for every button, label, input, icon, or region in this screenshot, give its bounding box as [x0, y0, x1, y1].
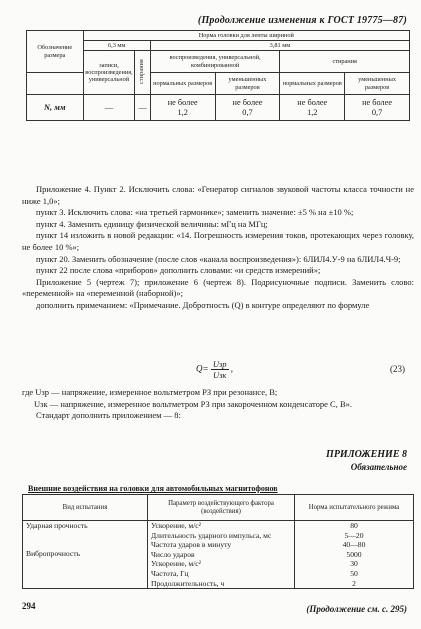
t2-param: Ускорение, м/с² — [148, 559, 295, 569]
t2-type-shock: Ударная прочность — [23, 521, 148, 569]
cell-dash-2: — — [135, 95, 150, 121]
t2-value: 30 — [295, 559, 414, 569]
t2-value: 50 — [295, 569, 414, 579]
t2-value: 2 — [295, 579, 414, 589]
formula-explanation — [22, 387, 414, 422]
cell-v3: не более 1,2 — [280, 95, 345, 121]
para-6: пункт 22 после слова «приборов» дополнить словами: «и средств измерений»; — [36, 265, 321, 276]
para-8: дополнить примечанием: «Примечание. Добротность (Q) в контуре определяют по формуле — [36, 299, 370, 310]
appendix-subtitle: Обязательное — [350, 462, 407, 472]
t2-param: Продолжительность, ч — [148, 579, 295, 589]
para-2: пункт 3. Исключить слова: «на третьей гармонике»; заменить значение: ±5 % на ±10 %; — [36, 207, 354, 218]
t2-value: 5—20 — [295, 531, 414, 541]
col-rec-playback: записи, воспроизведения, универсальной — [83, 51, 135, 95]
playback-group: воспроизведения, универсальной, комбинированной — [150, 51, 280, 73]
reduced-sizes-1: уменьшенных размеров — [215, 73, 280, 95]
head-norm-table — [26, 30, 410, 121]
formula-number: (23) — [390, 364, 405, 374]
formula-lhs: Q= — [196, 363, 209, 374]
main-head: Норма головки для ленты шириной — [83, 31, 409, 41]
para-5: пункт 20. Заменить обозначение (после слов «канала воспроизведения»): 6ЛИЛ4.У-9 на 6ЛИЛ4.Ч-9; — [36, 253, 401, 264]
t2-head-type: Вид испытания — [23, 495, 148, 521]
t2-head-norm: Норма испытательного режима — [295, 495, 414, 521]
erase-group: стирания — [280, 51, 410, 73]
t2-value: 5000 — [295, 550, 414, 560]
appendix-title: ПРИЛОЖЕНИЕ 8 — [326, 449, 407, 460]
cell-dash-1: — — [83, 95, 135, 121]
width-381: 3,81 мм — [150, 41, 409, 51]
reduced-sizes-2: уменьшенных размеров — [345, 73, 410, 95]
width-63: 6,3 мм — [83, 41, 150, 51]
row-label-n: N, мм — [27, 95, 84, 121]
page-number: 294 — [22, 601, 36, 611]
formula — [196, 359, 233, 380]
para-7: Приложение 5 (чертеж 7); приложение 6 (чертеж 8). Подрисуночные подписи. Заменить слово: «переменной» на «переменной (наборной)»; — [22, 276, 414, 299]
t2-param: Длительность ударного импульса, мс — [148, 531, 295, 541]
t2-head-param: Параметр воздействующего фактора (воздействия) — [148, 495, 295, 521]
formula-denominator: Uзк — [212, 370, 227, 380]
where-1: где Uзр — напряжение, измеренное вольтметром РЗ при резонансе, В; — [22, 387, 278, 397]
col-designation: Обозначение размера — [27, 31, 84, 73]
col-erase-63: стирания — [135, 51, 150, 95]
table2-title: Внешние воздействия на головки для автомобильных магнитофонов — [28, 484, 278, 493]
continuation-note: (Продолжение см. с. 295) — [306, 604, 407, 614]
cell-v2: не более 0,7 — [215, 95, 280, 121]
t2-param: Частота, Гц — [148, 569, 295, 579]
para-9: Стандарт дополнить приложением — 8: — [36, 410, 181, 421]
formula-comma: , — [230, 363, 234, 374]
normal-sizes-1: нормальных размеров — [150, 73, 215, 95]
t2-value: 40—80 — [295, 540, 414, 550]
cell-v4: не более 0,7 — [345, 95, 410, 121]
designation-blank — [27, 73, 84, 95]
para-3: пункт 4. Заменить единицу физической величины: мГц на МГц; — [36, 218, 268, 229]
t2-param: Число ударов — [148, 550, 295, 560]
external-impact-table — [22, 494, 414, 589]
normal-sizes-2: нормальных размеров — [280, 73, 345, 95]
t2-value: 80 — [295, 521, 414, 531]
amendment-text — [22, 184, 414, 312]
para-1: Приложение 4. Пункт 2. Исключить слова: «Генератор сигналов звуковой частоты класса точности не ниже 1,0»; — [22, 184, 414, 206]
formula-fraction — [211, 359, 229, 380]
formula-numerator: Uзр — [212, 359, 227, 369]
cell-v1: не более 1,2 — [150, 95, 215, 121]
t2-type-vibration: Вибропрочность — [23, 569, 148, 589]
t2-param: Ускорение, м/с² — [148, 521, 295, 531]
t2-param: Частота ударов в минуту — [148, 540, 295, 550]
running-header: (Продолжение изменения к ГОСТ 19775—87) — [197, 15, 407, 26]
where-2: Uзк — напряжение, измеренное вольтметром РЗ при закороченном конденсаторе С, В». — [34, 398, 352, 409]
para-4: пункт 14 изложить в новой редакции: «14. Погрешность измерения токов, протекающих через головку, не более 10 %»; — [22, 230, 414, 252]
